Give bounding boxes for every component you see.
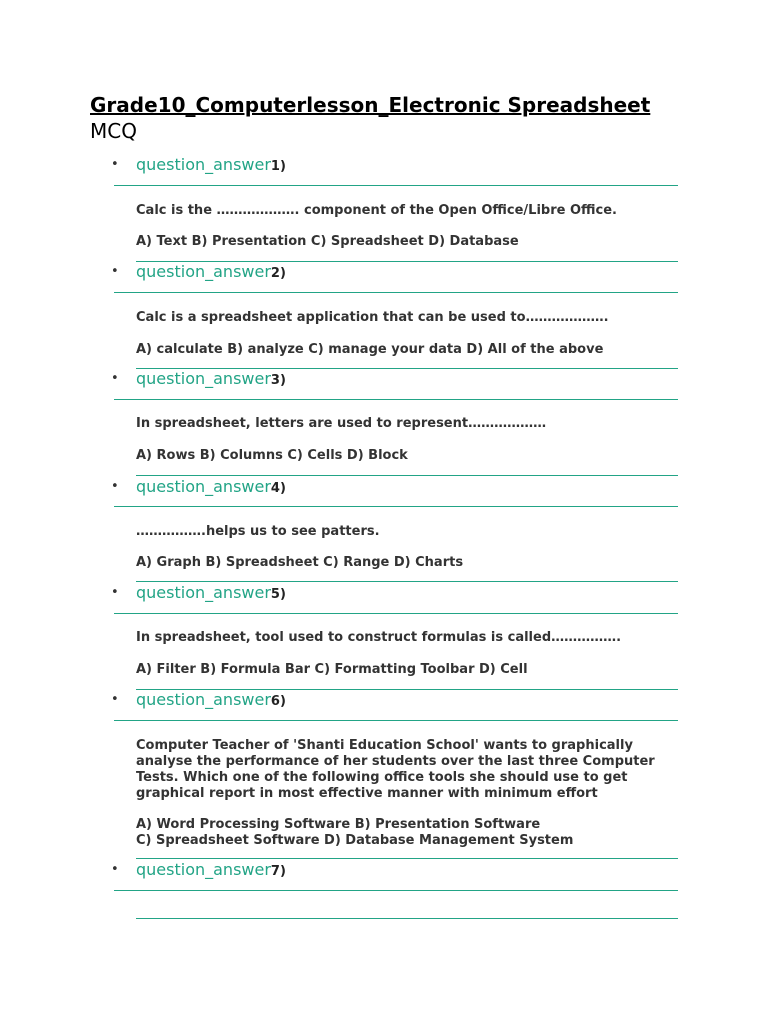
question-answer-link-6[interactable]: question_answer6) — [136, 690, 286, 709]
question-header-5 — [0, 583, 768, 605]
divider — [136, 475, 678, 476]
bullet-icon: • — [111, 692, 119, 707]
bullet-icon: • — [111, 264, 119, 279]
divider — [114, 506, 678, 507]
question-number-5: 5) — [270, 587, 286, 602]
divider — [114, 399, 678, 400]
divider — [136, 858, 678, 859]
question-header-4 — [0, 477, 768, 499]
question-text-1: Calc is the ………………. component of the Open Office/Libre Office. — [136, 203, 617, 218]
question-answer-link-5[interactable]: question_answer5) — [136, 583, 286, 602]
question-number-7: 7) — [270, 864, 286, 879]
divider — [114, 890, 678, 891]
question-header-1 — [0, 155, 768, 177]
question-options-3: A) Rows B) Columns C) Cells D) Block — [136, 448, 408, 463]
question-options-2: A) calculate B) analyze C) manage your data D) All of the above — [136, 342, 604, 357]
bullet-icon: • — [111, 862, 119, 877]
divider — [114, 185, 678, 186]
question-answer-link-4[interactable]: question_answer4) — [136, 477, 286, 496]
question-number-2: 2) — [270, 266, 286, 281]
bullet-icon: • — [111, 479, 119, 494]
question-options-5: A) Filter B) Formula Bar C) Formatting Toolbar D) Cell — [136, 662, 528, 677]
question-answer-link-3[interactable]: question_answer3) — [136, 369, 286, 388]
question-answer-link-7[interactable]: question_answer7) — [136, 860, 286, 879]
question-options-6a: A) Word Processing Software B) Presentation Software — [136, 817, 541, 832]
question-text-2: Calc is a spreadsheet application that can be used to………………. — [136, 310, 609, 325]
question-text-3: In spreadsheet, letters are used to represent……………… — [136, 416, 547, 431]
bullet-icon: • — [111, 157, 119, 172]
question-answer-link-2[interactable]: question_answer2) — [136, 262, 286, 281]
question-header-2 — [0, 262, 768, 284]
question-header-3 — [0, 369, 768, 391]
divider — [114, 613, 678, 614]
question-number-1: 1) — [270, 159, 286, 174]
question-answer-link-1[interactable]: question_answer1) — [136, 155, 286, 174]
question-header-7 — [0, 860, 768, 882]
title-line-2: MCQ — [90, 119, 137, 143]
question-options-4: A) Graph B) Spreadsheet C) Range D) Charts — [136, 555, 464, 570]
divider — [136, 918, 678, 919]
question-text-4: …………….helps us to see patters. — [136, 524, 380, 539]
divider — [136, 581, 678, 582]
question-number-3: 3) — [270, 373, 286, 388]
divider — [114, 720, 678, 721]
bullet-icon: • — [111, 585, 119, 600]
question-options-1: A) Text B) Presentation C) Spreadsheet D) Database — [136, 234, 519, 249]
question-text-5: In spreadsheet, tool used to construct formulas is called……………. — [136, 630, 622, 645]
title-line-1: Grade10_Computerlesson_Electronic Spreadsheet — [90, 93, 651, 117]
divider — [114, 292, 678, 293]
question-options-6b: C) Spreadsheet Software D) Database Management System — [136, 833, 574, 848]
bullet-icon: • — [111, 371, 119, 386]
question-text-6: Computer Teacher of 'Shanti Education School' wants to graphically analyse the performance of her students over the last three Computer Tests. Which one of the following office tools she should use to get graphical report in most effective manner with minimum effort — [136, 738, 655, 801]
question-header-6 — [0, 690, 768, 712]
question-number-4: 4) — [270, 481, 286, 496]
question-number-6: 6) — [270, 694, 286, 709]
